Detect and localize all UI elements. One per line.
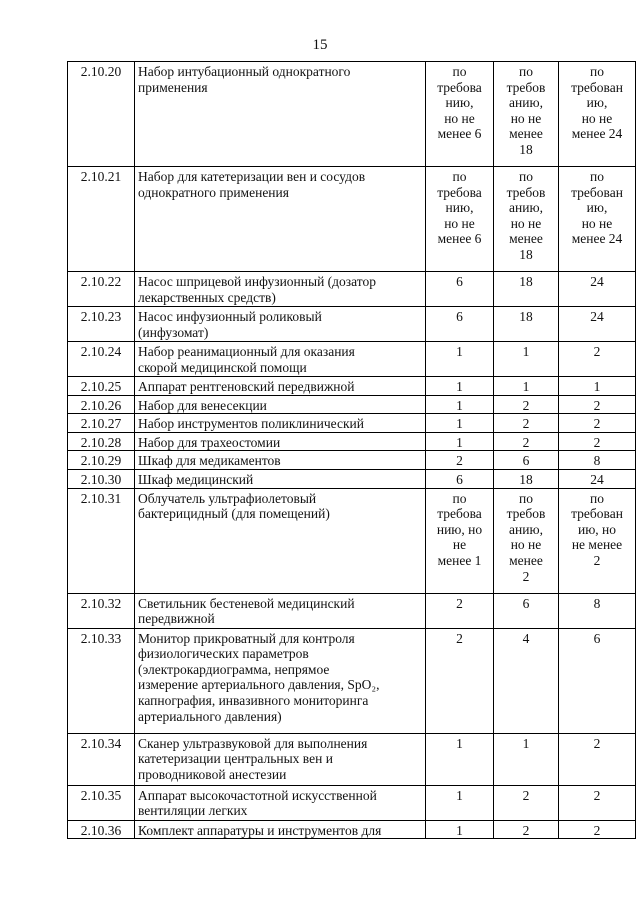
quantity-line: 2 [593, 822, 601, 838]
quantity-line: требов [506, 184, 546, 200]
item-name [135, 469, 426, 488]
quantity-q3 [559, 342, 636, 377]
quantity-q1 [426, 820, 494, 839]
table-row [68, 488, 636, 593]
quantity-line: 8 [593, 595, 601, 611]
table-row [68, 628, 636, 733]
item-name-line: Насос шприцевой инфузионный (дозатор [138, 274, 376, 289]
quantity-line: 2 [593, 434, 601, 450]
quantity-line: требов [506, 79, 546, 95]
quantity-q2 [494, 451, 559, 470]
quantity-q3 [559, 377, 636, 396]
item-name-line: Набор интубационный однократного [138, 64, 351, 79]
item-name [135, 272, 426, 307]
item-name [135, 451, 426, 470]
quantity-line: 2 [593, 416, 601, 432]
quantity-line: 1 [456, 379, 463, 394]
quantity-line: 2 [593, 397, 601, 413]
quantity-q3 [559, 785, 636, 820]
quantity-line: 6 [456, 471, 463, 487]
item-name-line: Монитор прикроватный для контроля [138, 630, 355, 646]
item-name [135, 62, 426, 167]
table-row [68, 820, 636, 839]
quantity-line: 1 [593, 379, 601, 394]
quantity-line: 2 [593, 552, 601, 568]
item-name-line: однократного применения [138, 184, 289, 200]
quantity-line: по [590, 490, 604, 506]
quantity-q3 [559, 414, 636, 433]
item-name-line: Светильник бестеневой медицинский [138, 595, 355, 611]
item-code: 2.10.29 [68, 451, 135, 470]
quantity-line: требова [437, 79, 482, 95]
item-name-line: Комплект аппаратуры и инструментов для [138, 822, 382, 838]
quantity-q3 [559, 820, 636, 839]
quantity-line: менее [509, 231, 543, 247]
quantity-line: 2 [456, 595, 463, 611]
quantity-line: менее [509, 126, 543, 142]
quantity-line: по [452, 490, 467, 506]
quantity-q2 [494, 785, 559, 820]
quantity-line: 24 [590, 309, 604, 324]
quantity-line: 2 [593, 344, 601, 359]
item-name-line: (электрокардиограмма, непрямое [138, 661, 330, 677]
quantity-line: требова [437, 184, 482, 200]
quantity-line: 2 [522, 397, 530, 413]
item-name-line: Набор для катетеризации вен и сосудов [138, 169, 366, 184]
quantity-line: 6 [522, 453, 530, 469]
quantity-q1 [426, 451, 494, 470]
quantity-q2 [494, 820, 559, 839]
item-name-line: (инфузомат) [138, 324, 209, 340]
quantity-q1 [426, 733, 494, 785]
quantity-line: 24 [590, 471, 604, 487]
item-name-line: Насос инфузионный роликовый [138, 309, 322, 324]
item-name [135, 488, 426, 593]
quantity-line: 2 [522, 416, 530, 432]
quantity-line: анию, [509, 521, 543, 537]
quantity-line: менее 6 [437, 231, 482, 247]
quantity-line: но не [510, 215, 542, 231]
quantity-line: 2 [593, 735, 601, 751]
quantity-q3 [559, 733, 636, 785]
item-name-line: Набор для трахеостомии [138, 434, 281, 450]
quantity-line: менее 24 [571, 126, 623, 142]
quantity-q1 [426, 307, 494, 342]
quantity-q3 [559, 62, 636, 167]
quantity-line: 1 [522, 344, 530, 359]
item-name-line: применения [138, 79, 208, 95]
item-name-line: капнография, инвазивного мониторинга [138, 692, 369, 708]
quantity-line: 18 [519, 274, 533, 289]
quantity-line: 2 [522, 787, 530, 803]
item-code: 2.10.28 [68, 432, 135, 451]
table-row [68, 272, 636, 307]
quantity-line: 1 [456, 822, 463, 838]
item-name-line: Аппарат рентгеновский передвижной [138, 379, 355, 394]
quantity-line: нию, [445, 95, 474, 111]
item-name [135, 593, 426, 628]
quantity-q1 [426, 488, 494, 593]
quantity-line: 1 [456, 344, 463, 359]
item-name-line: Шкаф медицинский [138, 471, 254, 487]
quantity-line: 2 [456, 453, 463, 469]
quantity-q2 [494, 733, 559, 785]
item-name-line: Аппарат высокочастотной искусственной [138, 787, 377, 803]
item-code: 2.10.31 [68, 488, 135, 593]
quantity-line: по [590, 169, 604, 184]
quantity-line: 18 [519, 246, 533, 262]
table-row [68, 733, 636, 785]
quantity-line: ию, [586, 95, 608, 111]
item-name [135, 395, 426, 414]
quantity-q2 [494, 628, 559, 733]
item-name [135, 785, 426, 820]
quantity-line: 2 [456, 630, 463, 646]
quantity-line: 1 [456, 416, 463, 432]
quantity-line: но не [444, 110, 475, 126]
quantity-line: но не [444, 215, 475, 231]
item-name [135, 733, 426, 785]
quantity-q3 [559, 307, 636, 342]
quantity-q3 [559, 432, 636, 451]
item-code: 2.10.23 [68, 307, 135, 342]
quantity-q2 [494, 62, 559, 167]
quantity-q2 [494, 377, 559, 396]
table-row [68, 395, 636, 414]
quantity-line: ию, но [577, 521, 617, 537]
item-name-line: Сканер ультразвуковой для выполнения [138, 735, 368, 751]
item-name [135, 628, 426, 733]
quantity-line: 1 [456, 787, 463, 803]
table-row [68, 593, 636, 628]
quantity-q1 [426, 593, 494, 628]
quantity-line: по [452, 64, 467, 79]
table-row [68, 342, 636, 377]
item-name-line: Набор инструментов поликлинический [138, 416, 364, 432]
quantity-q1 [426, 395, 494, 414]
quantity-q1 [426, 785, 494, 820]
quantity-line: по [519, 490, 533, 506]
quantity-q2 [494, 432, 559, 451]
quantity-q1 [426, 342, 494, 377]
quantity-line: 1 [522, 735, 530, 751]
quantity-q3 [559, 272, 636, 307]
quantity-line: менее 6 [437, 126, 482, 142]
quantity-line: 6 [456, 274, 463, 289]
quantity-line: менее 1 [437, 552, 482, 568]
quantity-q1 [426, 628, 494, 733]
quantity-line: 18 [519, 471, 533, 487]
quantity-line: 8 [593, 453, 601, 469]
quantity-q3 [559, 628, 636, 733]
item-code: 2.10.26 [68, 395, 135, 414]
quantity-line: 2 [522, 822, 530, 838]
quantity-line: 18 [519, 309, 533, 324]
item-code: 2.10.20 [68, 62, 135, 167]
table-row [68, 469, 636, 488]
item-name-line: измерение артериального давления, SpO₂, [138, 677, 380, 693]
table-row [68, 432, 636, 451]
equipment-table [67, 61, 636, 839]
page-number: 15 [312, 37, 328, 53]
quantity-q2 [494, 593, 559, 628]
item-name [135, 414, 426, 433]
item-code: 2.10.24 [68, 342, 135, 377]
quantity-line: по [519, 64, 533, 79]
quantity-line: не [452, 537, 467, 553]
item-code: 2.10.36 [68, 820, 135, 839]
table-row [68, 62, 636, 167]
quantity-line: нию, но [436, 521, 483, 537]
quantity-q2 [494, 272, 559, 307]
quantity-q3 [559, 593, 636, 628]
item-name-line: артериального давления) [138, 708, 282, 724]
quantity-line: менее 24 [571, 231, 623, 247]
quantity-q2 [494, 469, 559, 488]
quantity-line: по [452, 169, 467, 184]
quantity-line: не менее [571, 537, 623, 553]
item-code: 2.10.22 [68, 272, 135, 307]
quantity-line: менее [509, 552, 543, 568]
table-row [68, 414, 636, 433]
item-name-line: передвижной [138, 611, 215, 627]
quantity-q3 [559, 395, 636, 414]
item-name-line: бактерицидный (для помещений) [138, 506, 330, 522]
item-code: 2.10.32 [68, 593, 135, 628]
item-name-line: вентиляции легких [138, 803, 248, 819]
quantity-line: требован [571, 79, 623, 95]
table-row [68, 785, 636, 820]
item-code: 2.10.25 [68, 377, 135, 396]
quantity-q1 [426, 469, 494, 488]
quantity-line: 1 [456, 735, 463, 751]
quantity-line: 6 [456, 309, 463, 324]
quantity-line: 18 [519, 141, 533, 157]
item-name-line: проводниковой анестезии [138, 766, 287, 782]
item-name-line: скорой медицинской помощи [138, 359, 307, 375]
item-name [135, 342, 426, 377]
quantity-q2 [494, 488, 559, 593]
item-name [135, 820, 426, 839]
quantity-line: по [590, 64, 604, 79]
quantity-line: требован [571, 184, 623, 200]
quantity-line: 4 [522, 630, 530, 646]
quantity-line: ию, [586, 200, 608, 216]
quantity-line: 1 [456, 397, 463, 413]
table-row [68, 307, 636, 342]
item-code: 2.10.35 [68, 785, 135, 820]
table-row [68, 167, 636, 272]
quantity-q2 [494, 395, 559, 414]
item-name-line: Облучатель ультрафиолетовый [138, 490, 317, 506]
quantity-q2 [494, 414, 559, 433]
quantity-line: 24 [590, 274, 604, 289]
item-code: 2.10.34 [68, 733, 135, 785]
item-code: 2.10.27 [68, 414, 135, 433]
quantity-line: 1 [456, 434, 463, 450]
item-code: 2.10.33 [68, 628, 135, 733]
quantity-q3 [559, 167, 636, 272]
quantity-q2 [494, 342, 559, 377]
quantity-line: требова [437, 506, 482, 522]
item-name-line: Шкаф для медикаментов [138, 453, 281, 469]
quantity-line: 2 [593, 787, 601, 803]
quantity-line: 2 [522, 568, 530, 584]
equipment-table-body [68, 62, 636, 839]
quantity-line: нию, [445, 200, 474, 216]
quantity-line: 6 [522, 595, 530, 611]
quantity-line: анию, [509, 95, 543, 111]
item-name-line: лекарственных средств) [138, 289, 276, 305]
quantity-q3 [559, 469, 636, 488]
item-name [135, 432, 426, 451]
quantity-line: требован [571, 506, 623, 522]
item-name [135, 377, 426, 396]
quantity-line: но не [510, 110, 542, 126]
quantity-q1 [426, 377, 494, 396]
quantity-line: по [519, 169, 533, 184]
item-name [135, 307, 426, 342]
table-row [68, 377, 636, 396]
item-code: 2.10.21 [68, 167, 135, 272]
quantity-line: 2 [522, 434, 530, 450]
quantity-line: но не [510, 537, 542, 553]
quantity-line: но не [581, 110, 613, 126]
item-name-line: Набор реанимационный для оказания [138, 344, 355, 359]
quantity-q2 [494, 307, 559, 342]
quantity-line: 6 [593, 630, 601, 646]
table-row [68, 451, 636, 470]
item-code: 2.10.30 [68, 469, 135, 488]
quantity-q1 [426, 432, 494, 451]
quantity-line: требов [506, 506, 546, 522]
item-name-line: Набор для венесекции [138, 397, 267, 413]
quantity-line: но не [581, 215, 613, 231]
item-name-line: физиологических параметров [138, 646, 309, 662]
quantity-line: 1 [522, 379, 530, 394]
quantity-q3 [559, 488, 636, 593]
quantity-q1 [426, 414, 494, 433]
quantity-q1 [426, 272, 494, 307]
quantity-q1 [426, 62, 494, 167]
quantity-q1 [426, 167, 494, 272]
quantity-q3 [559, 451, 636, 470]
item-name-line: катетеризации центральных вен и [138, 751, 333, 767]
quantity-line: анию, [509, 200, 543, 216]
item-name [135, 167, 426, 272]
quantity-q2 [494, 167, 559, 272]
